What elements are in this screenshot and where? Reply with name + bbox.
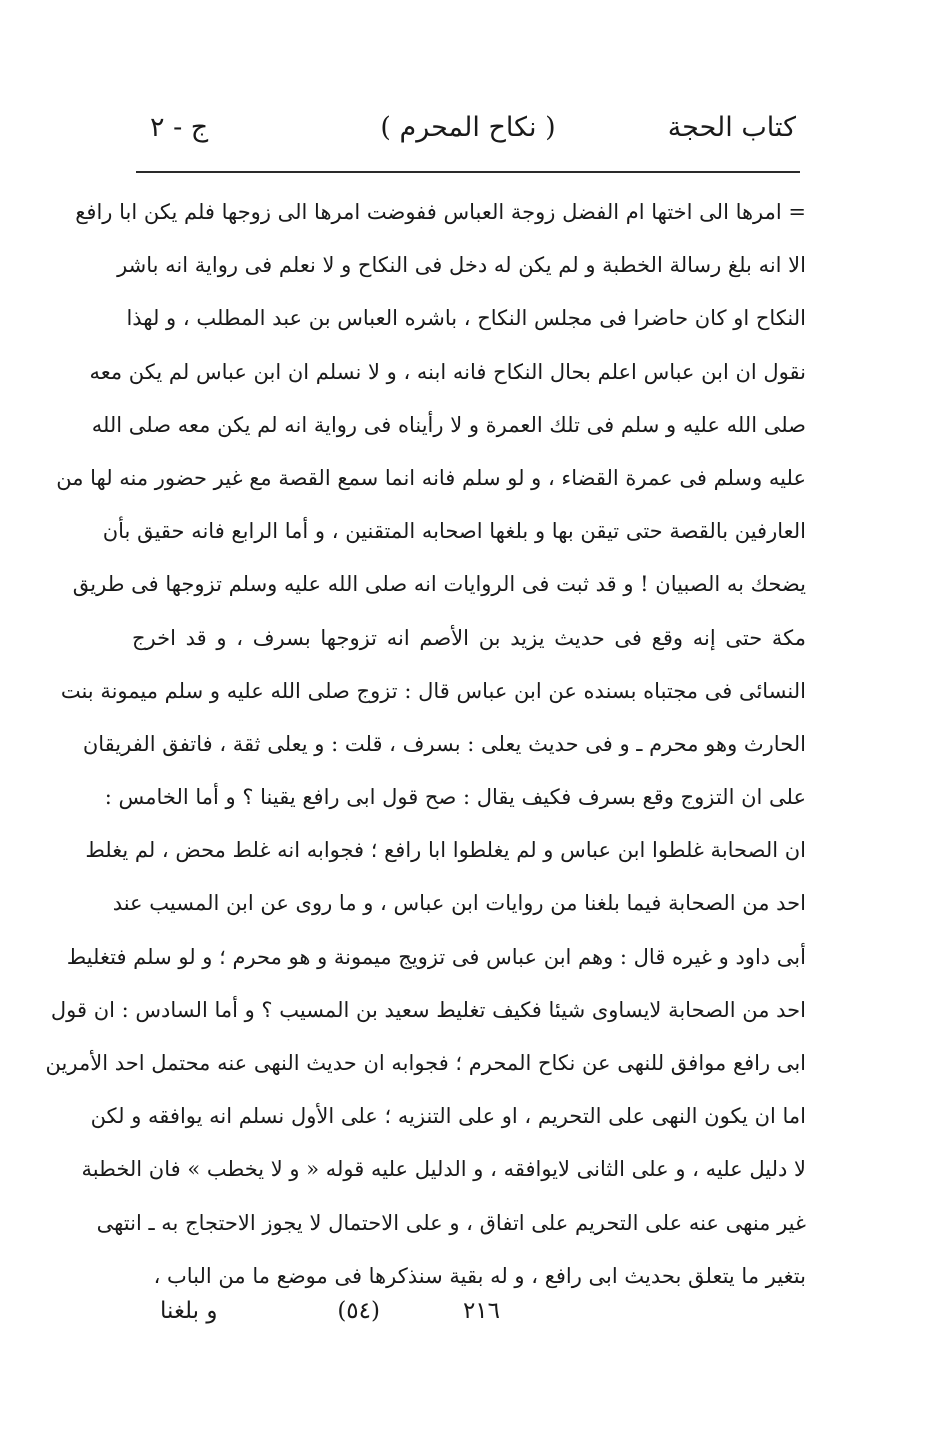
running-header xyxy=(140,112,796,162)
text-line: غير منهى عنه على التحريم على اتفاق ، و على الاحتمال لا يجوز الاحتجاج به ـ انتهى xyxy=(96,1210,806,1235)
text-line: احد من الصحابة لايساوى شيئا فكيف تغليط سعيد بن المسيب ؟ و أما السادس : ان قول xyxy=(50,997,806,1022)
text-line: العارفين بالقصة حتى تيقن بها و بلغها اصحابه المتقنين ، و أما الرابع فانه حقيق بأن xyxy=(102,519,806,544)
text-line: النكاح او كان حاضرا فى مجلس النكاح ، باشره العباس بن عبد المطلب ، و لهذا xyxy=(126,306,806,331)
volume-number: ج - ٢ xyxy=(150,112,209,143)
text-line: بتغير ما يتعلق بحديث ابى رافع ، و له بقية سنذكرها فى موضع ما من الباب ، xyxy=(153,1263,806,1288)
text-line: نقول ان ابن عباس اعلم بحال النكاح فانه ابنه ، و لا نسلم ان ابن عباس لم يكن معه xyxy=(89,359,806,384)
text-line: احد من الصحابة فيما بلغنا من روايات ابن عباس ، و ما روى عن ابن المسيب عند xyxy=(112,891,806,916)
page-footer xyxy=(140,1298,800,1338)
chapter-title: ( نكاح المحرم ) xyxy=(380,112,556,143)
page-number: ٢١٦ xyxy=(462,1298,500,1324)
text-line: الحارث وهو محرم ـ و فى حديث يعلى : بسرف ، قلت : و يعلى ثقة ، فاتفق الفريقان xyxy=(82,731,806,756)
book-title: كتاب الحجة xyxy=(667,112,796,143)
text-line: لا دليل عليه ، و على الثانى لايوافقه ، و الدليل عليه قوله « و لا يخطب » فان الخطبة xyxy=(81,1157,806,1182)
text-line: ابى رافع موافق للنهى عن نكاح المحرم ؛ فجوابه ان حديث النهى عنه محتمل احد الأمرين xyxy=(45,1051,806,1075)
text-line: النسائى فى مجتباه بسنده عن ابن عباس قال : تزوج صلى الله عليه و سلم ميمونة بنت xyxy=(60,678,806,703)
text-line: عليه وسلم فى عمرة القضاء ، و لو سلم فانه انما سمع القصة مع غير حضور منه لها من xyxy=(56,465,806,490)
body-text xyxy=(45,186,806,1303)
text-line: مكة حتى إنه وقع فى حديث يزيد بن الأصم انه تزوجها بسرف ، و قد اخرج xyxy=(132,625,806,650)
header-rule xyxy=(136,171,800,173)
text-line: يضحك به الصبيان ! و قد ثبت فى الروايات انه صلى الله عليه وسلم تزوجها فى طريق xyxy=(72,572,806,597)
text-line: = امرها الى اختها ام الفضل زوجة العباس ففوضت امرها الى زوجها فلم يكن ابا رافع xyxy=(75,200,806,224)
signature-mark: (٥٤) xyxy=(337,1298,380,1324)
text-line: على ان التزوج وقع بسرف فكيف يقال : صح قول ابى رافع يقينا ؟ و أما الخامس : xyxy=(104,785,806,810)
text-line: ان الصحابة غلطوا ابن عباس و لم يغلطوا ابا رافع ؛ فجوابه انه غلط محض ، لم يغلط xyxy=(85,838,806,863)
text-line: صلى الله عليه و سلم فى تلك العمرة و لا رأيناه فى رواية انه لم يكن معه صلى الله xyxy=(91,412,806,437)
text-line: أبى داود و غيره قال : وهم ابن عباس فى تزويج ميمونة و هو محرم ؛ و لو سلم فتغليط xyxy=(66,944,806,969)
text-line: الا انه بلغ رسالة الخطبة و لم يكن له دخل فى النكاح و لا نعلم فى رواية انه باشر xyxy=(117,253,806,278)
catchword: و بلغنا xyxy=(160,1298,218,1324)
text-line: اما ان يكون النهى على التحريم ، او على التنزيه ؛ على الأول نسلم انه يوافقه و لكن xyxy=(90,1104,806,1129)
